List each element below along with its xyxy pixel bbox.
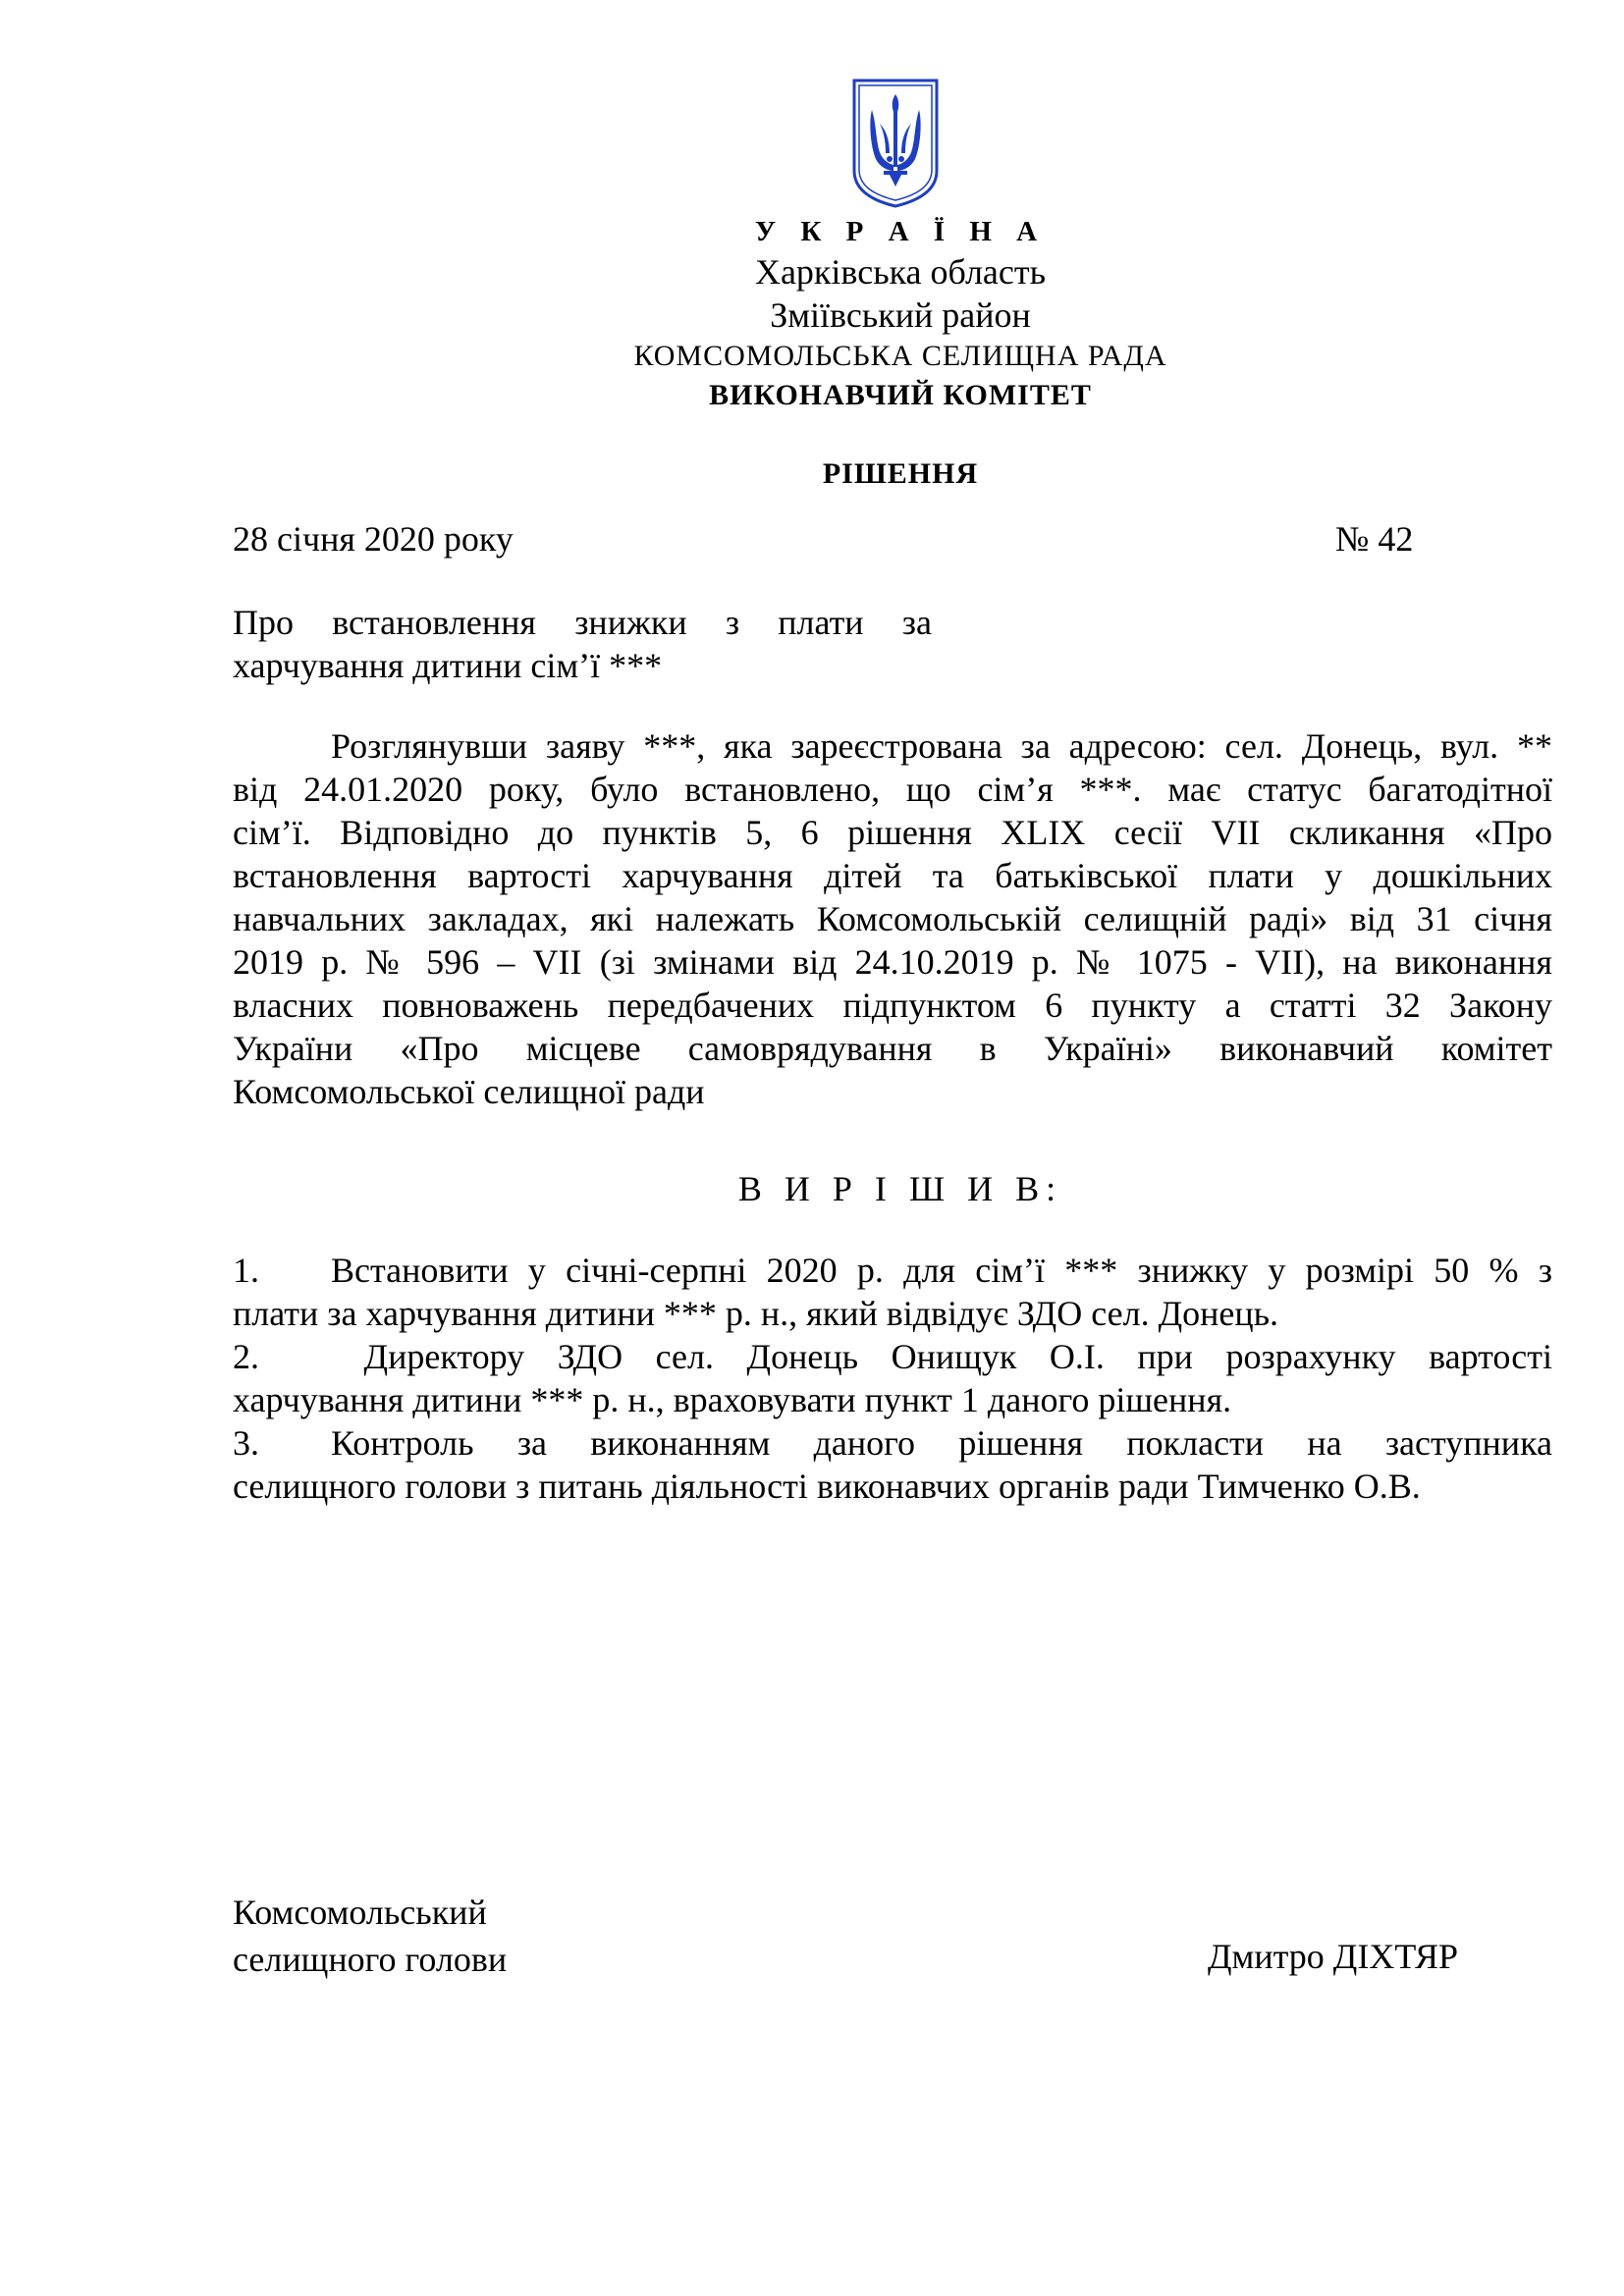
- preamble-line: Комсомольської селищної ради: [233, 1072, 705, 1111]
- preamble-line: власних повноважень передбачених підпунктом 6 пункту а статті 32 Закону: [233, 986, 1552, 1025]
- decision-item-line: плати за харчування дитини *** р. н., який відвідує ЗДО сел. Донець.: [233, 1294, 1279, 1333]
- country-name: У К Р А Ї Н А: [754, 216, 1047, 247]
- item-text: Контроль за виконанням даного рішення покласти на заступника: [331, 1423, 1552, 1463]
- document-date: 28 січня 2020 року: [233, 519, 514, 559]
- preamble-paragraph: [233, 724, 1552, 1113]
- preamble-line: від 24.01.2020 року, було встановлено, що сім’я ***. має статус багатодітної: [233, 770, 1552, 809]
- preamble-line: встановлення вартості харчування дітей та батьківської плати у дошкільних: [233, 856, 1552, 895]
- signatory-name: Дмитро ДІХТЯР: [1208, 1937, 1458, 1976]
- decision-items: [233, 1249, 1552, 1508]
- preamble-line: Розглянувши заяву ***, яка зареєстрована за адресою: сел. Донець, вул. **: [331, 726, 1552, 766]
- position-line: Комсомольський: [233, 1893, 487, 1932]
- preamble-line: України «Про місцеве самоврядування в Україні» виконавчий комітет: [233, 1029, 1552, 1068]
- item-number: 1.: [233, 1251, 259, 1290]
- decision-heading: В И Р І Ш И В:: [737, 1169, 1063, 1208]
- item-text: Встановити у січні-серпні 2020 р. для сім’ї *** знижку у розмірі 50 % з: [331, 1251, 1552, 1290]
- preamble-line: 2019 р. № 596 – VII (зі змінами від 24.10.2019 р. № 1075 - VII), на виконання: [233, 942, 1552, 982]
- signatory-position: [233, 1889, 507, 1983]
- decision-item-line: [233, 1249, 1552, 1292]
- document-number: № 42: [1335, 519, 1414, 559]
- decision-item-line: селищного голови з питань діяльності виконавчих органів ради Тимченко О.В.: [233, 1467, 1421, 1506]
- item-number: 3.: [233, 1423, 259, 1463]
- decision-item-line: харчування дитини *** р. н., враховувати пункт 1 даного рішення.: [233, 1380, 1232, 1419]
- rayon-name: Зміївський район: [770, 295, 1031, 335]
- committee-name: ВИКОНАВЧИЙ КОМІТЕТ: [709, 379, 1092, 411]
- coat-of-arms-icon: [850, 77, 941, 210]
- preamble-line: сім’ї. Відповідно до пунктів 5, 6 рішення XLIX сесії VII скликання «Про: [233, 813, 1552, 852]
- oblast-name: Харківська область: [754, 252, 1047, 292]
- council-name: КОМСОМОЛЬСЬКА СЕЛИЩНА РАДА: [633, 340, 1167, 372]
- decision-item-line: [233, 1335, 1552, 1378]
- decision-item-line: [233, 1421, 1552, 1465]
- item-number: 2.: [233, 1337, 259, 1376]
- position-line: селищного голови: [233, 1940, 508, 1979]
- subject-line: харчування дитини сім’ї ***: [233, 646, 663, 685]
- document-title: РІШЕННЯ: [822, 457, 979, 490]
- subject-line: Про встановлення знижки з плати за: [233, 603, 932, 642]
- item-text: Директору ЗДО сел. Донець Онищук О.І. при розрахунку вартості: [331, 1337, 1552, 1376]
- preamble-line: навчальних закладах, які належать Комсомольській селищній раді» від 31 січня: [233, 899, 1552, 938]
- document-subject: [233, 601, 932, 687]
